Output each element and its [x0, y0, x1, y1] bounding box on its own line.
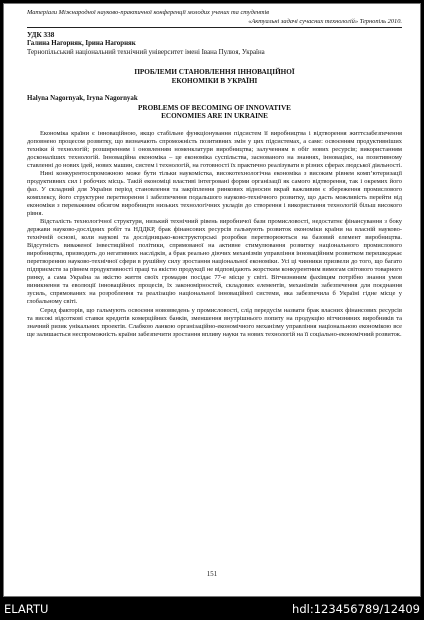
paragraph: Нині конкурентоспроможною може бути тільки наукомістка, високотехнологічна економіка з високим рівнем комп’ютеризації продуктивних сил і робочих місць. Такій економіці властиві інтегровані форми організації як самого відтворення, так і окремих його фаз. У складний для України період становлення та закріплення ринкових відносин вкрай важливим є збереження промислового комплексу, його структурне перетворення і забезпечення подальшого науково-технічного розвитку, що дасть можливість перейти від економіки з переважним обсягом виробництв низьких технологічних укладів до створення і використання технологій більш високого рівня. — [27, 169, 402, 217]
body-text — [27, 130, 402, 339]
title-ukrainian-line-2: ЕКОНОМІКИ В УКРАЇНІ — [171, 76, 258, 85]
title-english — [27, 104, 402, 121]
article — [4, 28, 420, 339]
page-number: 151 — [206, 571, 218, 578]
paragraph: Економіка країни є інноваційною, якщо стабільне функціонування підсистем її виробництва і відтворення життєзабезпечення доповнено процесом розвитку, що визначають спроможність позитивних змін у цих підсистемах, а саме: освоєнням продуктивніших техніки й технологій; розширенням і оновленням номенклатури виробництва; залученням в обіг нових ресурсів; використанням досконаліших технологій. Інноваційна економіка – це економіка суспільства, заснованого на знаннях, інноваціях, на позитивному ставленні до нових ідей, нових машин, систем і технологій, на готовності їх практично реалізувати в різних сферах людської діяльності. — [27, 129, 402, 169]
paragraph: Відсталість технологічної структури, низький технічний рівень виробничої бази промисловості, недостатнє фінансування з боку держави науково-дослідних робіт та НДДКР, брак фінансових ресурсів гальмують розвиток економіки країни на власній науково-технічній основі, коли наукові та дослідницько-конструкторські розробки перетворюються на базовий елемент виробництва. Відсутність виваженої інвестиційної політики, спрямованої на активне стимулювання розвитку національного промислового виробництва, призводить до негативних наслідків, а брак реально діючих механізмів управління інноваційним розвитком перешкоджає перетворенню науково-технічної сфери в рушійну силу зростання національної економіки. Усі ці чинники призвели до того, що багато підприємств за рівнем продуктивності праці та якістю продукції не відповідають жорстким конкурентним вимогам світового товарного ринку, а сама Україна за якістю життя своїх громадян посідає 77-е місце у світі. Вітчизняним фахівцям потрібно знання умов виникнення та еволюції інноваційних процесів, їх закономірностей, складових елементів, механізмів забезпечення для поєднання зусиль, спрямованих на розроблення та реалізацію національної інноваційної системи, яка забезпечила б Україні гідне місце у глобальному світі. — [27, 218, 402, 306]
header-line-2: «Актуальні задачі сучасних технологій» Тернопіль 2010. — [248, 17, 402, 25]
authors-ukrainian: Галина Нагорняк, Ірина Нагорняк — [27, 40, 136, 47]
title-english-line-2: ECONOMIES ARE IN UKRAINE — [161, 112, 268, 120]
handle-identifier: hdl:123456789/12409 — [292, 602, 420, 616]
udk-code: УДК 338 — [27, 31, 55, 39]
paragraph: Серед факторів, що гальмують освоєння нововведень у промисловості, слід передусім назвати брак власних фінансових ресурсів та високі відсоткові ставки кредитів комерційних банків, зменшення внутрішнього попиту на продукцію вітчизняних виробників та значний ризик унікальних проектів. Слабкою ланкою організаційно-економічного механізму управління національною економікою все ще залишається неспроможність країни забезпечити зростання впливу науки та нових технологій на її соціально-економічний розвиток. — [27, 306, 402, 338]
title-english-line-1: PROBLEMS OF BECOMING OF INNOVATIVE — [138, 103, 291, 112]
authors-english: Halyna Nagornyak, Iryna Nagornyak — [27, 95, 138, 102]
document-page — [3, 3, 421, 597]
header-line-1: Матеріали Міжнародної науково-практичної конференції молодих учених та студентів — [27, 9, 270, 16]
running-header — [27, 9, 402, 28]
title-ukrainian — [27, 68, 402, 85]
repository-name: ELARTU — [4, 602, 49, 616]
title-ukrainian-line-1: ПРОБЛЕМИ СТАНОВЛЕННЯ ІННОВАЦІЙНОЇ — [134, 68, 295, 76]
repository-footer-bar — [0, 598, 424, 620]
affiliation: Тернопільський національний технічний університет імені Івана Пулюя, Україна — [27, 48, 265, 56]
